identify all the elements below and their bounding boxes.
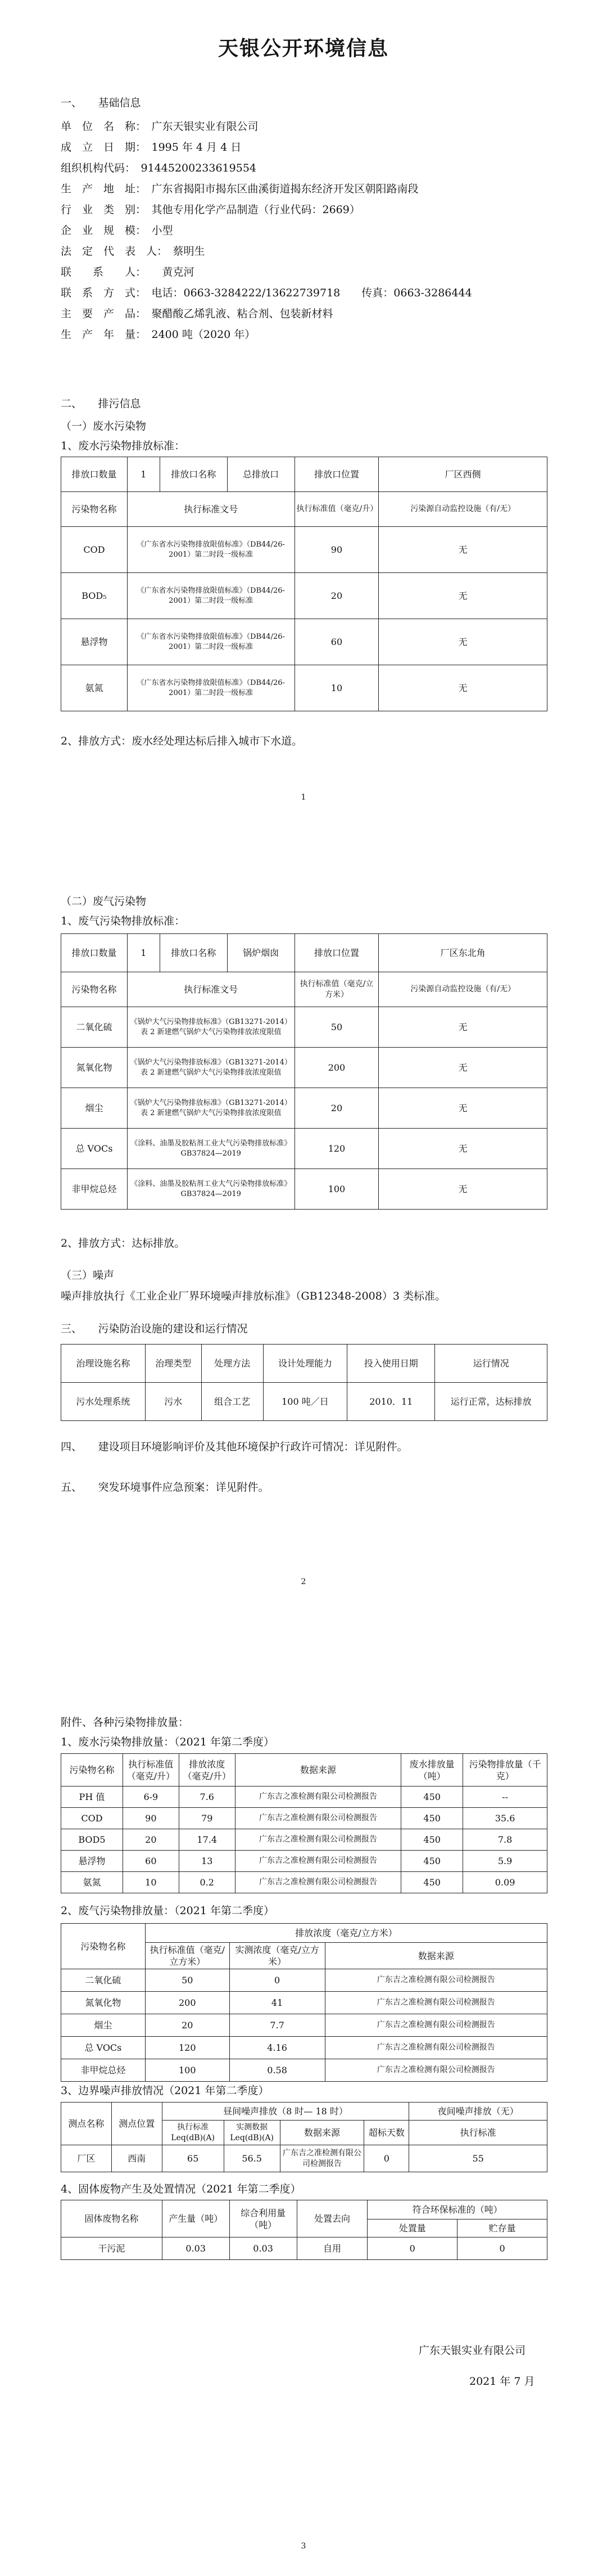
- cell: 无: [379, 1088, 547, 1129]
- cell: 治理设施名称: [61, 1345, 146, 1383]
- annex-noise-table: [61, 2102, 547, 2172]
- cell: 污染源自动监控设施（有/无）: [379, 972, 547, 1007]
- cell: 广东吉之准检测有限公司检测报告: [235, 1872, 401, 1893]
- cell: 固体废物名称: [61, 2200, 162, 2237]
- cell: 处置去向: [297, 2200, 368, 2237]
- cell: BOD5: [61, 1829, 123, 1851]
- cell: 悬浮物: [61, 1851, 123, 1872]
- cell: 总排放口: [227, 457, 295, 492]
- basic-info-row: 组织机构代码： 91445200233619554: [61, 162, 257, 174]
- cell: 450: [401, 1851, 463, 1872]
- basic-info-row: 生 产 年 量： 2400 吨（2020 年）: [61, 328, 256, 341]
- cell: 120: [295, 1129, 379, 1169]
- cell: 无: [379, 527, 547, 573]
- cell: 广东吉之准检测有限公司检测报告: [325, 1969, 547, 1992]
- cell: 氮氧化物: [61, 1992, 146, 2014]
- cell: 200: [295, 1048, 379, 1088]
- cell: 西南: [111, 2145, 162, 2172]
- cell: 执行标准文号: [127, 972, 295, 1007]
- cell: COD: [61, 1808, 123, 1829]
- annex-air-title: 2、废气污染物排放量：（2021 年第二季度）: [61, 1905, 274, 1917]
- basic-info-row: 主 要 产 品： 聚醋酸乙烯乳液、粘合剂、包装新材料: [61, 308, 333, 320]
- annex-water-head: [61, 1754, 547, 1786]
- cell: 排放口名称: [160, 934, 227, 972]
- air-mode: 2、排放方式：达标排放。: [61, 1237, 185, 1249]
- basic-info-row: 联 系 方 式： 电话：0663-3284222/13622739718 传真：0663-3286444: [61, 287, 472, 299]
- cell: 65: [162, 2145, 224, 2172]
- noise-subtitle: （三）噪声: [61, 1269, 115, 1282]
- table-row: [61, 1851, 547, 1872]
- cell: 《锅炉大气污染物排放标准》（GB13271-2014）表 2 新建燃气锅炉大气污染物排放浓度限值: [127, 1088, 295, 1129]
- cell: 0.03: [162, 2237, 229, 2260]
- cell: 投入使用日期: [347, 1345, 435, 1383]
- company-signature: 广东天银实业有限公司: [419, 2344, 526, 2357]
- annex-noise-row: [61, 2145, 547, 2172]
- cell: 无: [379, 665, 547, 711]
- annex-air-head1: [61, 1924, 547, 1943]
- cell: 执行标准值（毫克/立方米）: [145, 1943, 229, 1969]
- cell: 污水处理系统: [61, 1383, 146, 1421]
- cell: 执行标准: [409, 2121, 547, 2145]
- annex-water-title: 1、废水污染物排放量：（2021 年第二季度）: [61, 1736, 274, 1748]
- cell: 0: [229, 1969, 325, 1992]
- cell: 无: [379, 1048, 547, 1088]
- cell: 数据来源: [235, 1754, 401, 1786]
- cell: 0: [457, 2237, 547, 2260]
- cell: 1: [127, 934, 160, 972]
- facility-head-row: [61, 1345, 547, 1383]
- cell: 污染物名称: [61, 972, 128, 1007]
- water-std-title: 1、废水污染物排放标准：: [61, 440, 185, 452]
- cell: 无: [379, 573, 547, 619]
- table-row: [61, 1808, 547, 1829]
- cell: 4.16: [229, 2037, 325, 2059]
- cell: 排放口位置: [295, 934, 379, 972]
- cell: 56.5: [224, 2145, 280, 2172]
- cell: 总 VOCs: [61, 1129, 128, 1169]
- table-row: [61, 1088, 547, 1129]
- cell: 执行标准文号: [127, 492, 295, 527]
- cell: 20: [145, 2014, 229, 2037]
- basic-info-row: 企 业 规 模： 小型: [61, 224, 173, 237]
- basic-info-row: 联 系 人： 黄克河: [61, 266, 194, 278]
- cell: 0.09: [463, 1872, 547, 1893]
- cell: 自用: [297, 2237, 368, 2260]
- basic-info-row: 行 业 类 别： 其他专用化学产品制造（行业代码：2669）: [61, 204, 360, 216]
- cell: 排放浓度（毫克/升）: [179, 1754, 235, 1786]
- cell: 排放口名称: [160, 457, 227, 492]
- cell: 非甲烷总烃: [61, 2059, 146, 2082]
- cell: 氮氧化物: [61, 1048, 128, 1088]
- cell: 处理方法: [201, 1345, 263, 1383]
- cell: 氨氮: [61, 665, 128, 711]
- cell: 450: [401, 1829, 463, 1851]
- cell: 450: [401, 1808, 463, 1829]
- cell: 50: [145, 1969, 229, 1992]
- cell: 200: [145, 1992, 229, 2014]
- cell: 广东吉之准检测有限公司检测报告: [235, 1786, 401, 1808]
- basic-info-row: 生 产 地 址： 广东省揭阳市揭东区曲溪街道揭东经济开发区朝阳路南段: [61, 183, 419, 195]
- cell: 排放口数量: [61, 934, 128, 972]
- cell: 100: [145, 2059, 229, 2082]
- air-std-title: 1、废气污染物排放标准：: [61, 915, 185, 927]
- page-number: 1: [301, 793, 306, 802]
- cell: 设计处理能力: [263, 1345, 347, 1383]
- cell: 处置量: [368, 2219, 457, 2237]
- table-row: [61, 1992, 547, 2014]
- air-head-row: [61, 934, 547, 972]
- cell: 广东吉之准检测有限公司检测报告: [280, 2145, 364, 2172]
- cell: 7.7: [229, 2014, 325, 2037]
- table-row: [61, 1007, 547, 1048]
- cell: 55: [409, 2145, 547, 2172]
- cell: 0: [364, 2145, 409, 2172]
- cell: 厂区: [61, 2145, 112, 2172]
- cell: 夜间噪声排放（无）: [409, 2103, 547, 2121]
- cell: 0: [368, 2237, 457, 2260]
- cell: 5.9: [463, 1851, 547, 1872]
- section-eia: 四、 建设项目环境影响评价及其他环境保护行政许可情况：详见附件。: [61, 1441, 408, 1453]
- cell: 昼间噪声排放（8 时— 18 时）: [162, 2103, 409, 2121]
- cell: 《锅炉大气污染物排放标准》（GB13271-2014）表 2 新建燃气锅炉大气污染物排放浓度限值: [127, 1048, 295, 1088]
- table-row: [61, 619, 547, 665]
- cell: 450: [401, 1872, 463, 1893]
- cell: 污染源自动监控设施（有/无）: [379, 492, 547, 527]
- cell: 污染物名称: [61, 492, 128, 527]
- basic-info-row: 成 立 日 期： 1995 年 4 月 4 日: [61, 141, 242, 154]
- cell: 《广东省水污染物排放限值标准》（DB44/26-2001）第二时段一级标准: [127, 573, 295, 619]
- cell: 20: [295, 573, 379, 619]
- cell: 0.58: [229, 2059, 325, 2082]
- water-head-row: [61, 457, 547, 492]
- section-facility-heading: 三、 污染防治设施的建设和运行情况: [61, 1323, 248, 1335]
- facility-row: [61, 1383, 547, 1421]
- cell: 运行正常，达标排放: [435, 1383, 547, 1421]
- cell: 无: [379, 1007, 547, 1048]
- table-row: [61, 2059, 547, 2082]
- cell: 实测数据 Leq(dB)(A): [224, 2121, 280, 2145]
- cell: 0.03: [229, 2237, 297, 2260]
- cell: 治理类型: [145, 1345, 201, 1383]
- cell: 二氧化硫: [61, 1969, 146, 1992]
- cell: 污染物名称: [61, 1754, 123, 1786]
- annex-noise-head1: [61, 2103, 547, 2121]
- cell: COD: [61, 527, 128, 573]
- cell: 100 吨／日: [263, 1383, 347, 1421]
- cell: 79: [179, 1808, 235, 1829]
- cell: 13: [179, 1851, 235, 1872]
- cell: 20: [123, 1829, 179, 1851]
- cell: 执行标准值（毫克/升）: [295, 492, 379, 527]
- cell: 无: [379, 1169, 547, 1210]
- section-basic-heading: 一、 基础信息: [61, 97, 141, 109]
- cell: 7.8: [463, 1829, 547, 1851]
- cell: 《广东省水污染物排放限值标准》（DB44/26-2001）第二时段一级标准: [127, 619, 295, 665]
- table-row: [61, 1872, 547, 1893]
- cell: 60: [123, 1851, 179, 1872]
- cell: 二氧化硫: [61, 1007, 128, 1048]
- cell: 数据来源: [325, 1943, 547, 1969]
- air-col-row: [61, 972, 547, 1007]
- cell: 污染物名称: [61, 1924, 146, 1969]
- cell: 无: [379, 1129, 547, 1169]
- cell: 执行标准 Leq(dB)(A): [162, 2121, 224, 2145]
- cell: 数据来源: [280, 2121, 364, 2145]
- cell: 90: [295, 527, 379, 573]
- cell: 测点位置: [111, 2103, 162, 2145]
- cell: 总 VOCs: [61, 2037, 146, 2059]
- table-row: [61, 2037, 547, 2059]
- basic-info-row: 法 定 代 表 人： 蔡明生: [61, 245, 205, 258]
- cell: 贮存量: [457, 2219, 547, 2237]
- cell: 0.2: [179, 1872, 235, 1893]
- annex-air-table: [61, 1923, 547, 2082]
- table-row: [61, 1048, 547, 1088]
- cell: 广东吉之准检测有限公司检测报告: [325, 1992, 547, 2014]
- water-standard-table: [61, 457, 547, 711]
- cell: 《锅炉大气污染物排放标准》（GB13271-2014）表 2 新建燃气锅炉大气污染物排放浓度限值: [127, 1007, 295, 1048]
- cell: 无: [379, 619, 547, 665]
- table-row: [61, 665, 547, 711]
- cell: 厂区西侧: [379, 457, 547, 492]
- cell: 广东吉之准检测有限公司检测报告: [235, 1808, 401, 1829]
- table-row: [61, 573, 547, 619]
- cell: 广东吉之准检测有限公司检测报告: [235, 1829, 401, 1851]
- annex-noise-title: 3、边界噪声排放情况（2021 年第二季度）: [61, 2085, 269, 2097]
- cell: 广东吉之准检测有限公司检测报告: [325, 2059, 547, 2082]
- cell: 悬浮物: [61, 619, 128, 665]
- cell: 烟尘: [61, 2014, 146, 2037]
- cell: 污染物排放量（千克）: [463, 1754, 547, 1786]
- annex-solid-head1: [61, 2200, 547, 2219]
- cell: 2010．11: [347, 1383, 435, 1421]
- page-number: 2: [301, 1577, 306, 1586]
- cell: 90: [123, 1808, 179, 1829]
- cell: 厂区东北角: [379, 934, 547, 972]
- cell: 非甲烷总烃: [61, 1169, 128, 1210]
- cell: 执行标准值（毫克/立方米）: [295, 972, 379, 1007]
- air-subtitle: （二）废气污染物: [61, 895, 147, 908]
- table-row: [61, 1169, 547, 1210]
- cell: 废水排放量（吨）: [401, 1754, 463, 1786]
- cell: 《涂料、油墨及胶粘剂工业大气污染物排放标准》GB37824—2019: [127, 1169, 295, 1210]
- cell: 120: [145, 2037, 229, 2059]
- table-row: [61, 1829, 547, 1851]
- page-title: 天银公开环境信息: [218, 37, 389, 60]
- table-row: [61, 527, 547, 573]
- cell: 排放浓度（毫克/立方米）: [145, 1924, 547, 1943]
- cell: PH 值: [61, 1786, 123, 1808]
- cell: 污水: [145, 1383, 201, 1421]
- cell: 6-9: [123, 1786, 179, 1808]
- cell: 41: [229, 1992, 325, 2014]
- water-subtitle: （一）废水污染物: [61, 420, 147, 432]
- section-emergency: 五、 突发环境事件应急预案：详见附件。: [61, 1481, 269, 1494]
- annex-solid-table: [61, 2200, 547, 2260]
- table-row: [61, 1969, 547, 1992]
- annex-solid-title: 4、固体废物产生及处置情况（2021 年第二季度）: [61, 2183, 301, 2195]
- cell: 20: [295, 1088, 379, 1129]
- annex-heading: 附件、各种污染物排放量：: [61, 1716, 189, 1729]
- table-row: [61, 1129, 547, 1169]
- cell: 运行情况: [435, 1345, 547, 1383]
- cell: 广东吉之准检测有限公司检测报告: [325, 2014, 547, 2037]
- cell: 60: [295, 619, 379, 665]
- cell: --: [463, 1786, 547, 1808]
- cell: 氨氮: [61, 1872, 123, 1893]
- basic-info-row: 单 位 名 称： 广东天银实业有限公司: [61, 120, 259, 133]
- cell: 干污泥: [61, 2237, 162, 2260]
- cell: 执行标准值（毫克/升）: [123, 1754, 179, 1786]
- cell: 10: [295, 665, 379, 711]
- table-row: [61, 2014, 547, 2037]
- cell: 符合环保标准的（吨）: [368, 2200, 547, 2219]
- cell: 《广东省水污染物排放限值标准》（DB44/26-2001）第二时段一级标准: [127, 527, 295, 573]
- facility-table: [61, 1344, 547, 1421]
- air-standard-table: [61, 933, 547, 1210]
- page-number: 3: [301, 2542, 306, 2551]
- cell: 1: [127, 457, 160, 492]
- cell: 50: [295, 1007, 379, 1048]
- cell: 产生量（吨）: [162, 2200, 229, 2237]
- cell: 综合利用量（吨）: [229, 2200, 297, 2237]
- cell: 排放口数量: [61, 457, 128, 492]
- cell: 《广东省水污染物排放限值标准》（DB44/26-2001）第二时段一级标准: [127, 665, 295, 711]
- cell: 450: [401, 1786, 463, 1808]
- document-date: 2021 年 7 月: [469, 2375, 535, 2388]
- cell: 10: [123, 1872, 179, 1893]
- water-col-row: [61, 492, 547, 527]
- cell: 《涂料、油墨及胶粘剂工业大气污染物排放标准》GB37824—2019: [127, 1129, 295, 1169]
- cell: 测点名称: [61, 2103, 112, 2145]
- cell: 17.4: [179, 1829, 235, 1851]
- cell: 锅炉烟囱: [227, 934, 295, 972]
- cell: 实测浓度（毫克/立方米）: [229, 1943, 325, 1969]
- cell: 组合工艺: [201, 1383, 263, 1421]
- cell: 烟尘: [61, 1088, 128, 1129]
- water-mode: 2、排放方式：废水经处理达标后排入城市下水道。: [61, 735, 303, 747]
- section-pollution-heading: 二、 排污信息: [61, 398, 141, 410]
- cell: 35.6: [463, 1808, 547, 1829]
- cell: BOD₅: [61, 573, 128, 619]
- cell: 7.6: [179, 1786, 235, 1808]
- table-row: [61, 1786, 547, 1808]
- cell: 100: [295, 1169, 379, 1210]
- annex-solid-row: [61, 2237, 547, 2260]
- cell: 排放口位置: [295, 457, 379, 492]
- cell: 广东吉之准检测有限公司检测报告: [325, 2037, 547, 2059]
- annex-water-table: [61, 1753, 547, 1893]
- cell: 超标天数: [364, 2121, 409, 2145]
- noise-text: 噪声排放执行《工业企业厂界环境噪声排放标准》（GB12348-2008）3 类标准。: [61, 1290, 446, 1302]
- cell: 广东吉之准检测有限公司检测报告: [235, 1851, 401, 1872]
